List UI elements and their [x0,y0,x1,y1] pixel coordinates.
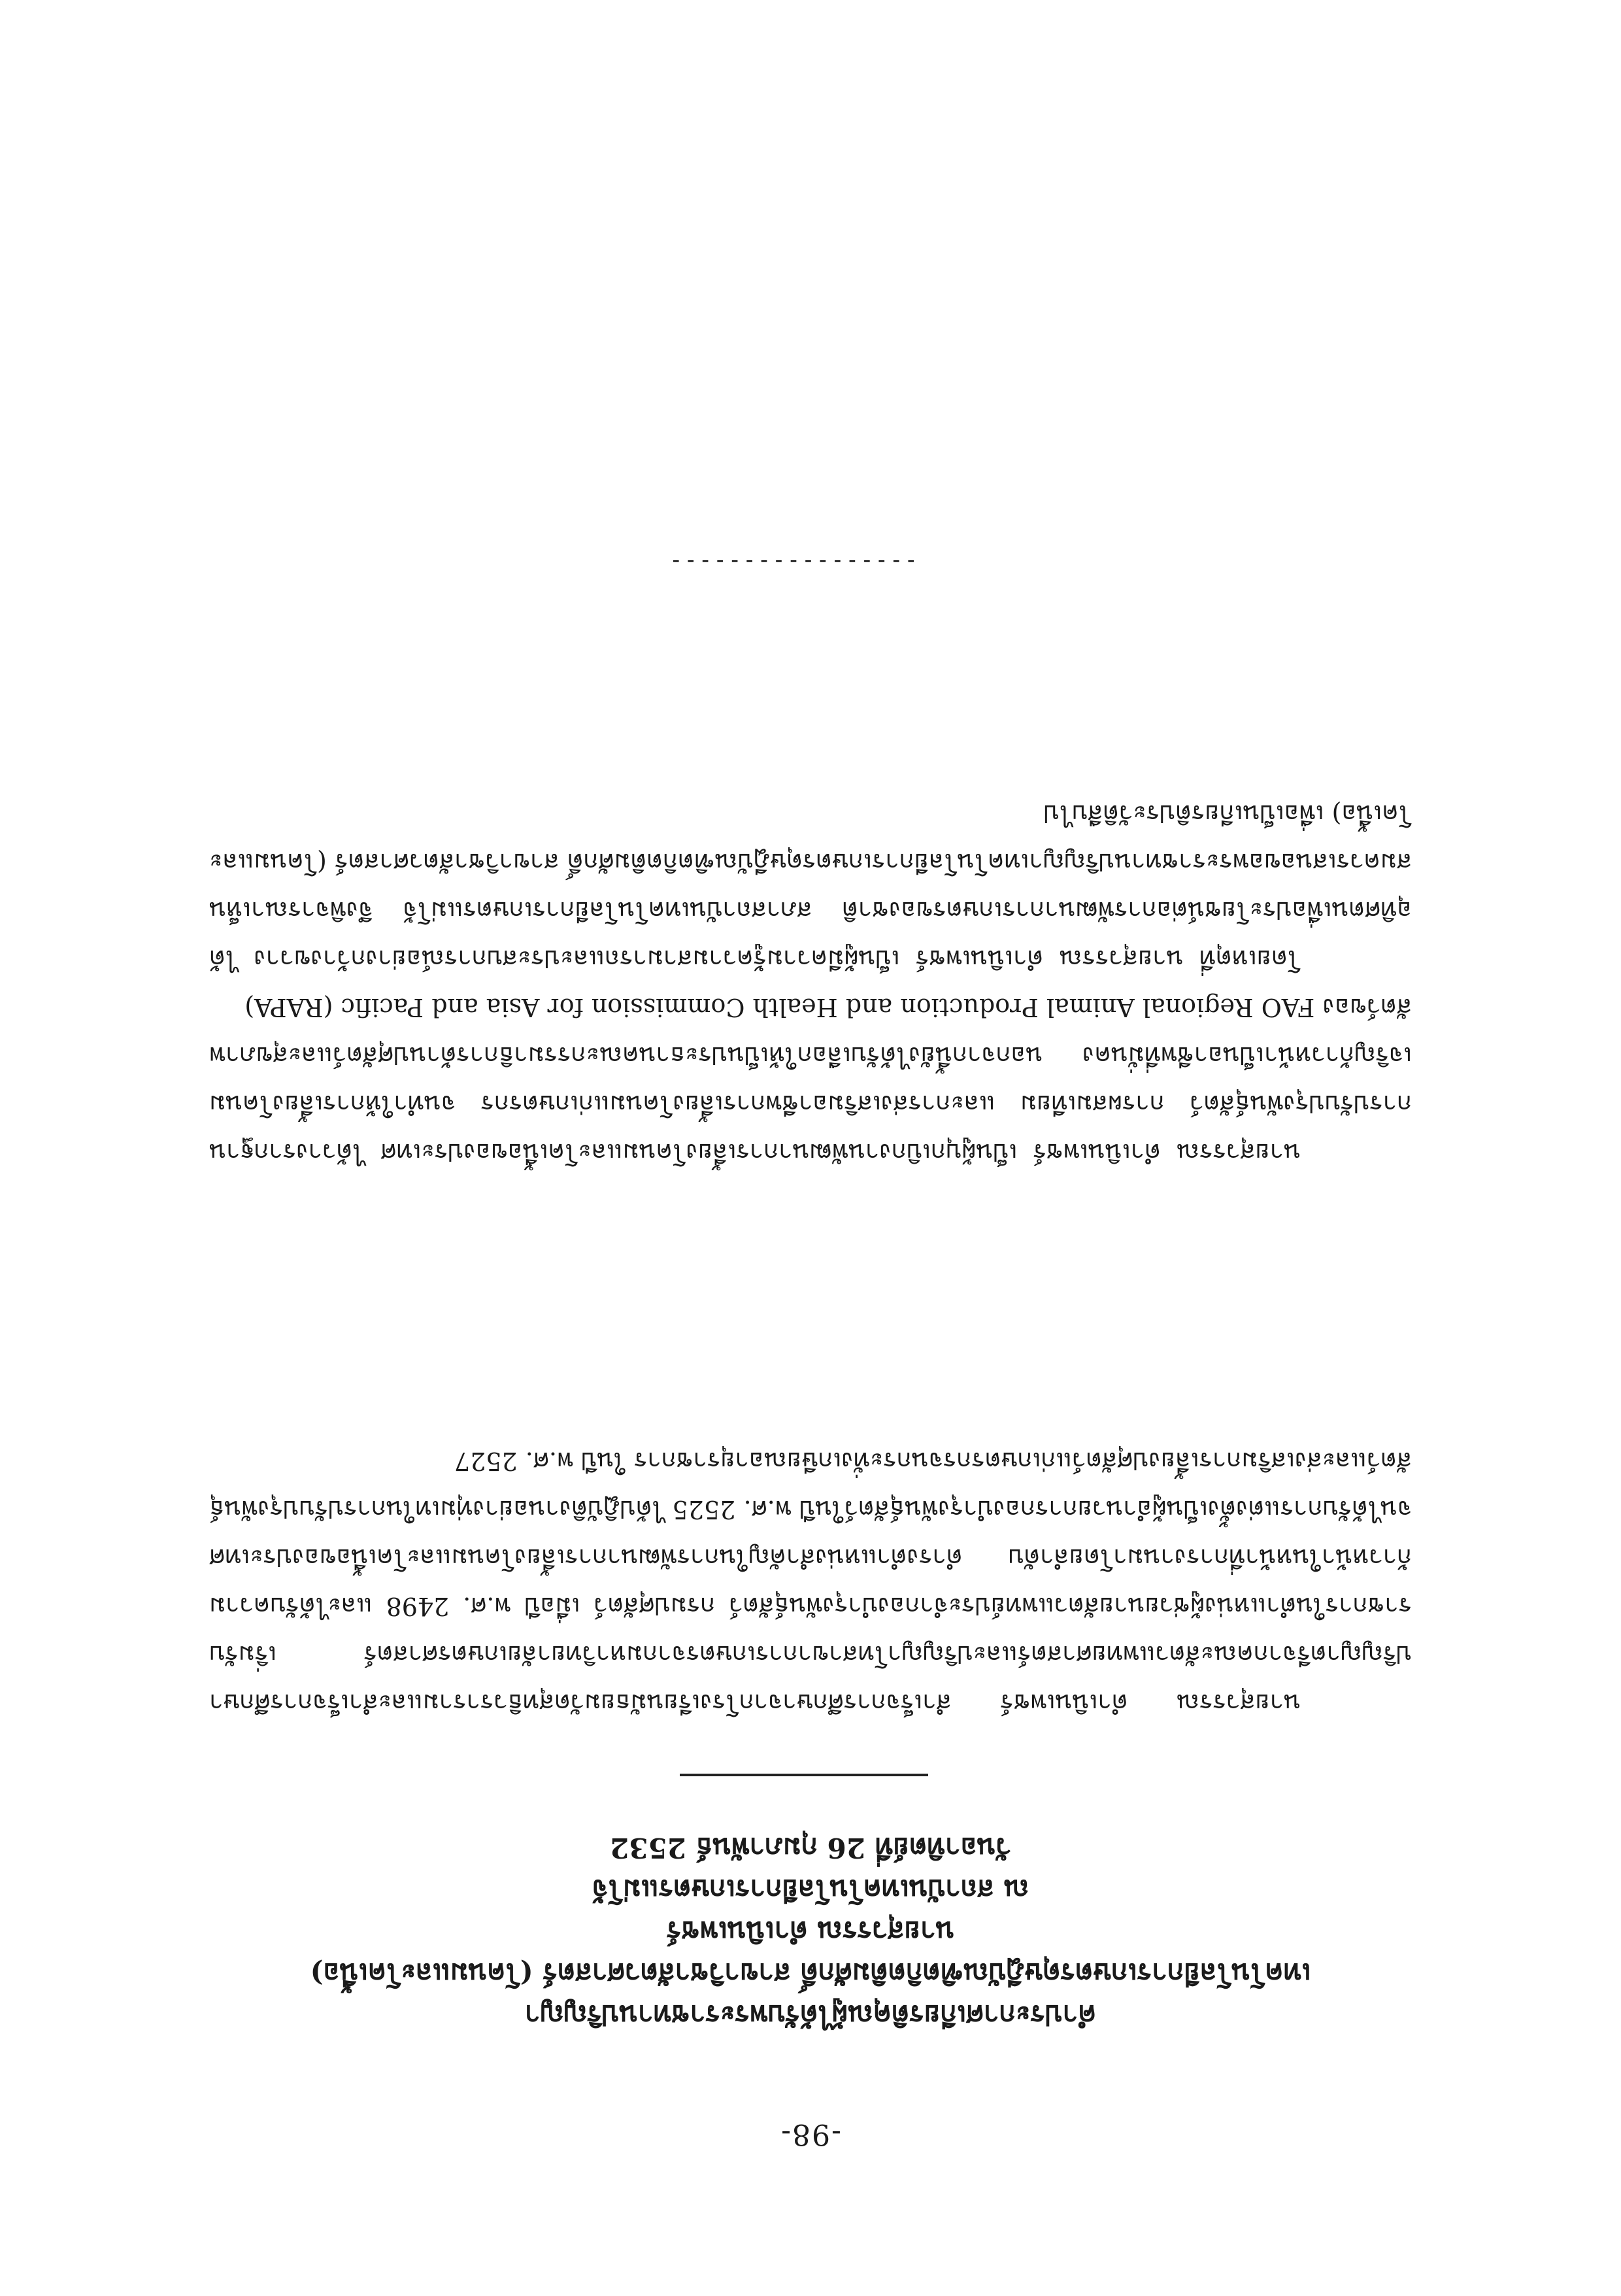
heading-date: วันอาทิตย์ที่ 26 กุมภาพันธ์ 2532 [610,1832,1011,1864]
document-heading [196,1827,1425,2036]
heading-venue: ณ สถาบันเทคโนโลยีการเกษตรแม่โจ้ [592,1874,1029,1906]
separator-rule-top [680,1774,928,1776]
heading-title: คำประกาศเกียรติคุณผู้ได้รับพระราชทานปริญญา [524,1999,1097,2031]
biography-paragraph: นายสุวรรณ ดำเนินเพชร์ สำเร็จการศึกษาจากโรงเรียนมัธยมวัดสุทธิวรารามและสำเร็จการศึกษาปริญญาตรีจากคณะสัตวแพทยศาสตร์และปริญญาโทสาขาการเกษตรจากมหาวิทยาลัยเกษตรศาสตร์ เริ่มรับราชการในตำแหน่งผู้ช่วยนายสัตวแพทย์ประจำกองบำรุงพันธุ์สัตว์ กรมปศุสัตว์ เมื่อปี พ.ศ. 2498 และได้รับความก้าวหน้าในหน้าที่การงานมาโดยลำดับ ดำรงตำแหน่งสำคัญในการพัฒนาการเลี้ยงโคนมและโคเนื้อของประเทศ จนได้รับการแต่งตั้งเป็นผู้อำนวยการกองบำรุงพันธุ์สัตว์ในปี พ.ศ. 2525 ได้ปฏิบัติงานอย่างทุ่มเทในการปรับปรุงพันธุ์สัตว์และส่งเสริมการเลี้ยงปศุสัตว์แก่เกษตรกรจนกระทั่งเกษียณอายุราชการ ในปี พ.ศ. 2527 [209,1447,1412,1717]
separator-dashes-bottom: ----------------- [668,549,918,575]
conclusion-paragraph: โดยเหตุที่ นายสุวรรณ ดำเนินเพชร์ เป็นผู้มีความรู้ความสามารถและประสบการณ์อย่างกว้างขวาง ได้อุทิศตนเพื่อประโยชน์ต่อการพัฒนาการเกษตรของชาติ สภาสถาบันเทคโนโลยีการเกษตรแม่โจ้ จึงพิจารณาเห็นสมควรเสนอขอพระราชทานปริญญาเทคโนโลยีการเกษตรดุษฎีบัณฑิตกิตติมศักดิ์ สาขาวิชาสัตวศาสตร์ (โคนมและโคเนื้อ) เพื่อเป็นเกียรติประวัติสืบไป [209,800,1412,973]
achievements-paragraph: นายสุวรรณ ดำเนินเพชร์ เป็นผู้บุกเบิกงานพัฒนาการเลี้ยงโคนมและโคเนื้อของประเทศ ได้วางรากฐานการปรับปรุงพันธุ์สัตว์ การผสมเทียม และการส่งเสริมอาชีพการเลี้ยงโคนมแก่เกษตรกร จนทำให้การเลี้ยงโคนมเจริญก้าวหน้าเป็นอาชีพที่มั่นคง นอกจากนี้ยังได้รับเลือกให้เป็นประธานคณะกรรมาธิการด้านปศุสัตว์และสุขภาพสัตว์ของ FAO Regional Animal Production and Health Commission for Asia and Pacific (RAPA) [209,993,1412,1167]
achievements-section [209,790,1412,1177]
heading-degree: เทคโนโลยีการเกษตรดุษฎีบัณฑิตกิตติมศักดิ์ สาขาวิชาสัตวศาสตร์ (โคนมและโคเนื้อ) [310,1957,1311,1989]
biography-section [209,1437,1412,1727]
page-number: -98- [780,2118,841,2151]
heading-recipient-name: นายสุวรรณ ดำเนินเพชร์ [666,1916,955,1948]
